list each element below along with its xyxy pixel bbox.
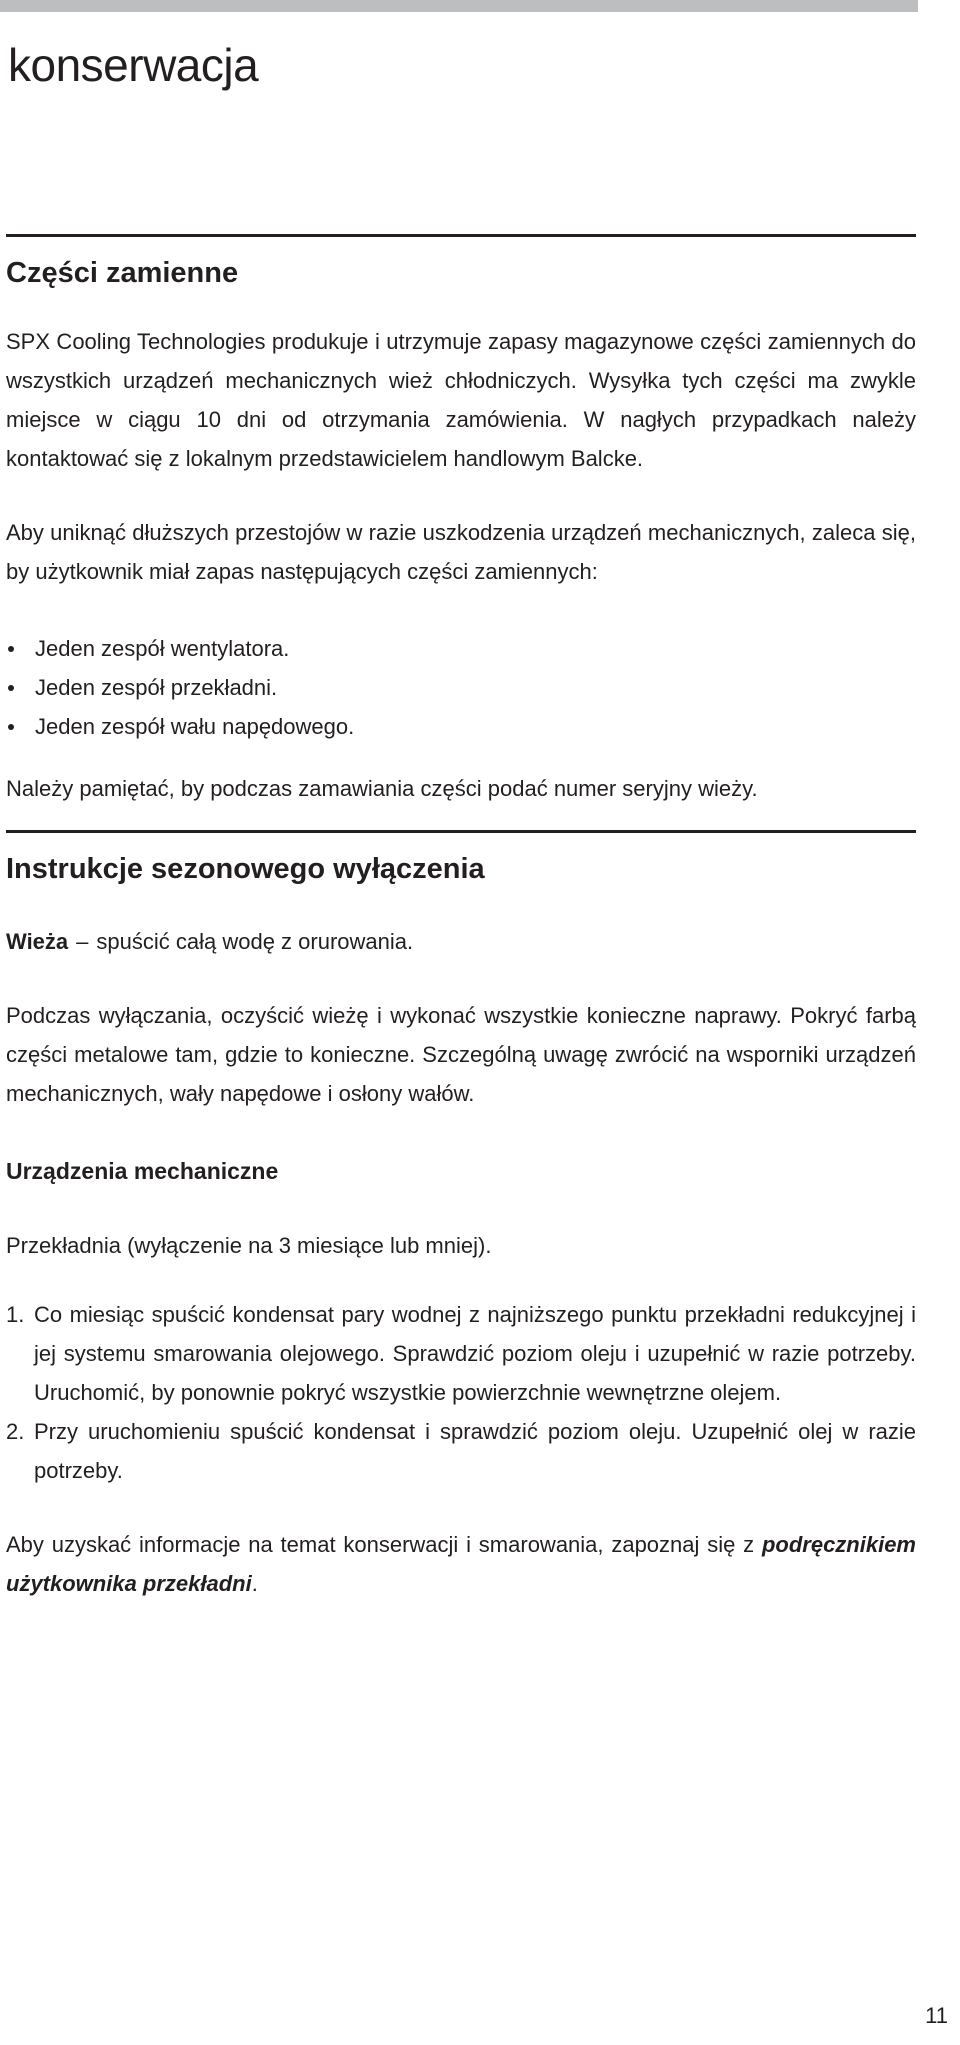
section-heading-spare-parts: Części zamienne: [6, 257, 239, 289]
spare-parts-list: [6, 629, 916, 746]
shutdown-paragraph: Podczas wyłączania, oczyścić wieżę i wykonać wszystkie konieczne naprawy. Pokryć farbą części metalowe tam, gdzie to konieczne. Szczególną uwagę zwrócić na wsporniki urządzeń mechanicznych, wały napędowe i osłony wałów.: [6, 1003, 916, 1106]
page-title: konserwacja: [8, 39, 259, 91]
bullet-icon: [8, 646, 14, 652]
section-divider: [6, 234, 916, 237]
header-rule: [0, 0, 918, 12]
list-item: [6, 668, 916, 707]
list-item: [6, 1295, 916, 1412]
step-number: 1.: [6, 1302, 25, 1327]
subheading-mechanical-equipment: Urządzenia mechaniczne: [6, 1158, 279, 1184]
manual-reference-text: Aby uzyskać informacje na temat konserwacji i smarowania, zapoznaj się z: [6, 1532, 755, 1557]
page-number: 11: [925, 2003, 948, 2028]
bullet-icon: [8, 724, 14, 730]
spare-parts-recommendation-paragraph: Aby uniknąć dłuższych przestojów w razie uszkodzenia urządzeń mechanicznych, zaleca się, by użytkownik miał zapas następujących części zamiennych:: [6, 520, 916, 584]
section-divider: [6, 830, 916, 833]
list-item: [6, 707, 916, 746]
list-item-text: Jeden zespół przekładni.: [35, 675, 278, 700]
section-heading-seasonal-shutdown: Instrukcje sezonowego wyłączenia: [6, 853, 485, 885]
list-item-text: Jeden zespół wału napędowego.: [35, 714, 355, 739]
list-item: [6, 629, 916, 668]
tower-dash: –: [76, 929, 89, 954]
tower-instruction-text: spuścić całą wodę z orurowania.: [96, 929, 414, 954]
tower-term: Wieża: [6, 929, 69, 954]
page-content: [6, 234, 916, 1603]
list-item: [6, 1412, 916, 1490]
manual-reference-paragraph: [6, 1525, 916, 1603]
list-item-text: Jeden zespół wentylatora.: [35, 636, 290, 661]
step-text: Przy uruchomieniu spuścić kondensat i sprawdzić poziom oleju. Uzupełnić olej w razie potrzeby.: [34, 1419, 916, 1483]
spare-parts-intro-paragraph: SPX Cooling Technologies produkuje i utrzymuje zapasy magazynowe części zamiennych do wszystkich urządzeń mechanicznych wież chłodniczych. Wysyłka tych części ma zwykle miejsce w ciągu 10 dni od otrzymania zamówienia. W nagłych przypadkach należy kontaktować się z lokalnym przedstawicielem handlowym Balcke.: [6, 329, 916, 471]
gearbox-line: Przekładnia (wyłączenie na 3 miesiące lub mniej).: [6, 1233, 492, 1258]
bullet-icon: [8, 685, 14, 691]
step-number: 2.: [6, 1419, 25, 1444]
gearbox-steps-list: [6, 1295, 916, 1490]
manual-reference-period: .: [251, 1571, 258, 1596]
tower-instruction: [6, 922, 916, 961]
step-text: Co miesiąc spuścić kondensat pary wodnej z najniższego punktu przekładni redukcyjnej i jej systemu smarowania olejowego. Sprawdzić poziom oleju i uzupełnić w razie potrzeby. Uruchomić, by ponownie pokryć wszystkie powierzchnie wewnętrzne olejem.: [34, 1302, 916, 1405]
serial-number-note: Należy pamiętać, by podczas zamawiania części podać numer seryjny wieży.: [6, 776, 758, 801]
manual-reference-emphasis: podręcznikiem użytkownika przekładni: [6, 1532, 916, 1596]
